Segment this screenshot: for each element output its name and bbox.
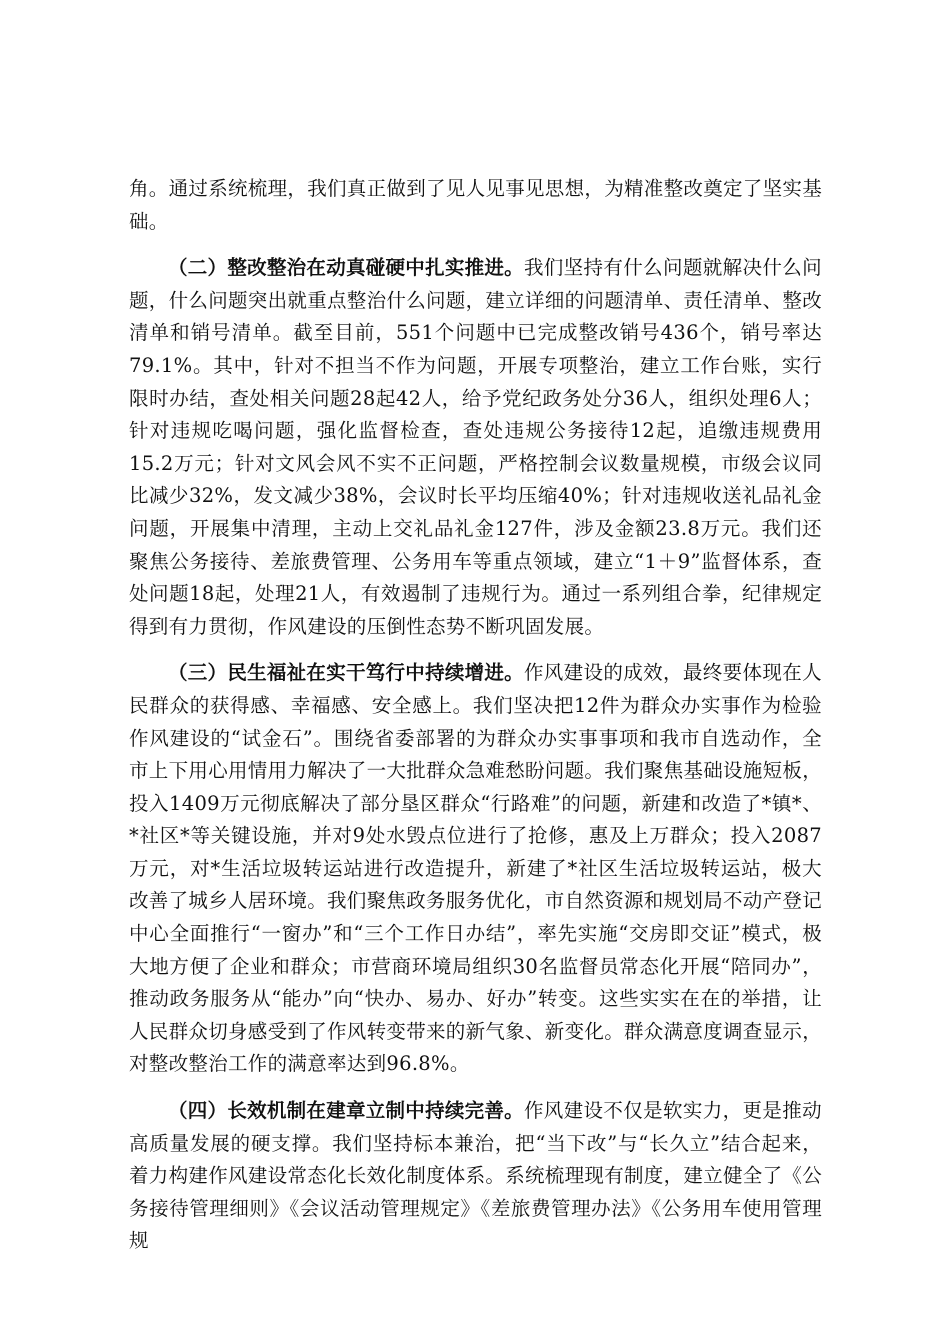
paragraph-body: 我们坚持有什么问题就解决什么问题，什么问题突出就重点整治什么问题，建立详细的问题清单、责任清单、整改清单和销号清单。截至目前，551个问题中已完成整改销号436个，销号率达79.1%。其中，针对不担当不作为问题，开展专项整治，建立工作台账，实行限时办结，查处相关问题28起42人，给予党纪政务处分36人，组织处理6人；针对违规吃喝问题，强化监督检查，查处违规公务接待12起，追缴违规费用15.2万元；针对文风会风不实不正问题，严格控制会议数量规模，市级会议同比减少32%，发文减少38%，会议时长平均压缩40%；针对违规收送礼品礼金问题，开展集中清理，主动上交礼品礼金127件，涉及金额23.8万元。我们还聚焦公务接待、差旅费管理、公务用车等重点领域，建立“1＋9”监督体系，查处问题18起，处理21人，有效遏制了违规行为。通过一系列组合拳，纪律规定得到有力贯彻，作风建设的压倒性态势不断巩固发展。 bbox=[129, 256, 823, 638]
paragraph-body: 角。通过系统梳理，我们真正做到了见人见事见思想，为精准整改奠定了坚实基础。 bbox=[129, 177, 823, 233]
section-heading: （四）长效机制在建章立制中持续完善。 bbox=[168, 1099, 524, 1123]
paragraph-section-3 bbox=[129, 657, 822, 1081]
paragraph-continuation bbox=[129, 173, 822, 238]
paragraph-section-2 bbox=[129, 252, 822, 643]
paragraph-section-4 bbox=[129, 1095, 822, 1258]
paragraph-body: 作风建设不仅是软实力，更是推动高质量发展的硬支撑。我们坚持标本兼治，把“当下改”与“长久立”结合起来，着力构建作风建设常态化长效化制度体系。系统梳理现有制度，建立健全了《公务接待管理细则》《会议活动管理规定》《差旅费管理办法》《公务用车使用管理规 bbox=[129, 1099, 823, 1253]
section-heading: （二）整改整治在动真碰硬中扎实推进。 bbox=[168, 256, 524, 280]
paragraph-body: 作风建设的成效，最终要体现在人民群众的获得感、幸福感、安全感上。我们坚决把12件为群众办实事作为检验作风建设的“试金石”。围绕省委部署的为群众办实事事项和我市自选动作，全市上下用心用情用力解决了一大批群众急难愁盼问题。我们聚焦基础设施短板，投入1409万元彻底解决了部分垦区群众“行路难”的问题，新建和改造了*镇*、*社区*等关键设施，并对9处水毁点位进行了抢修，惠及上万群众；投入2087万元，对*生活垃圾转运站进行改造提升，新建了*社区生活垃圾转运站，极大改善了城乡人居环境。我们聚焦政务服务优化，市自然资源和规划局不动产登记中心全面推行“一窗办”和“三个工作日办结”，率先实施“交房即交证”模式，极大地方便了企业和群众；市营商环境局组织30名监督员常态化开展“陪同办”，推动政务服务从“能办”向“快办、易办、好办”转变。这些实实在在的举措，让人民群众切身感受到了作风转变带来的新气象、新变化。群众满意度调查显示，对整改整治工作的满意率达到96.8%。 bbox=[129, 661, 823, 1076]
section-heading: （三）民生福祉在实干笃行中持续增进。 bbox=[168, 661, 524, 685]
document-page bbox=[129, 173, 822, 1272]
